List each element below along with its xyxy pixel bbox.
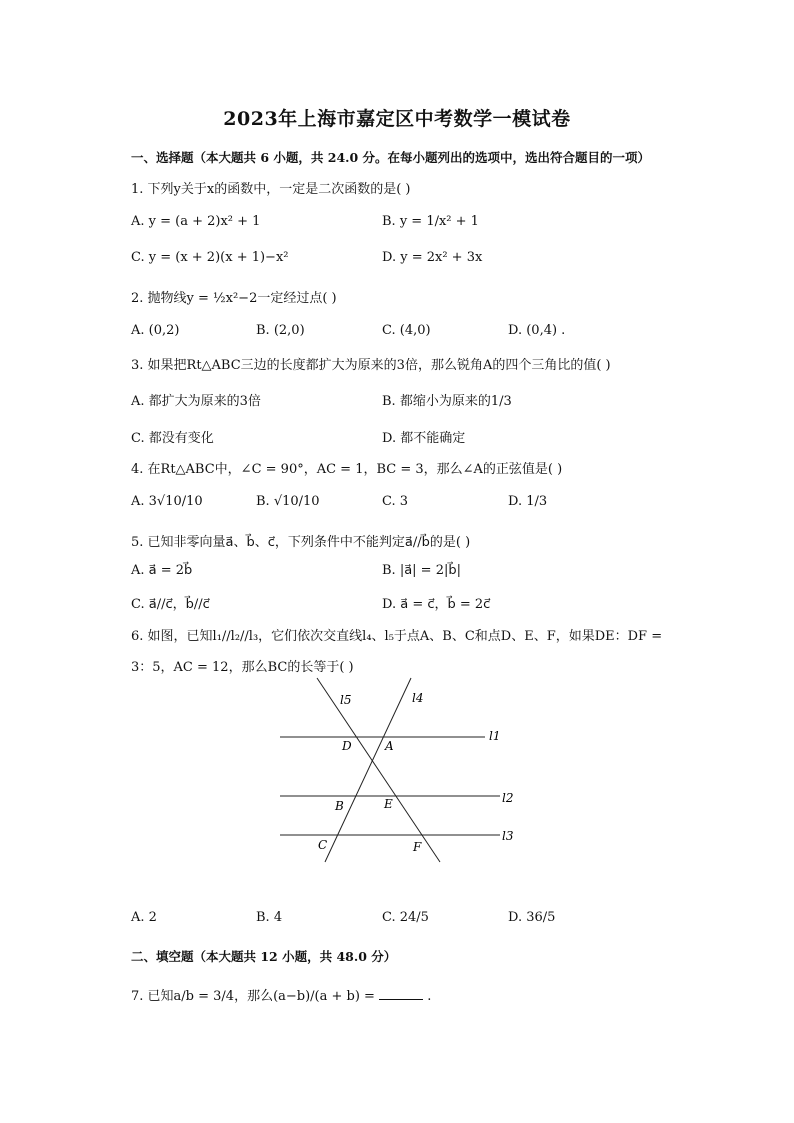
question-1-option-c: C. y = (x + 2)(x + 1)−x² [131, 250, 289, 265]
question-1-option-a: A. y = (a + 2)x² + 1 [131, 214, 261, 229]
question-5-stem: 5. 已知非零向量a⃗、b⃗、c⃗，下列条件中不能判定a⃗//b⃗的是( ) [131, 535, 471, 550]
line-l4 [325, 678, 411, 862]
question-6-option-c: C. 24/5 [382, 910, 429, 925]
parallel-lines-figure [280, 676, 514, 866]
label-l1: l1 [489, 729, 501, 743]
question-1-option-b: B. y = 1/x² + 1 [382, 214, 479, 229]
question-6-stem-line-1: 6. 如图，已知l₁//l₂//l₃，它们依次交直线l₄、l₅于点A、B、C和点D、E、F，如果DE：DF = [131, 629, 663, 644]
question-3-option-c: C. 都没有变化 [131, 431, 214, 446]
question-5-option-d: D. a⃗ = c⃗，b⃗ = 2c⃗ [382, 597, 491, 612]
label-l4: l4 [412, 691, 424, 705]
label-point-c: C [318, 838, 328, 852]
section-heading-fill-in: 二、填空题（本大题共 12 小题，共 48.0 分） [131, 949, 397, 964]
label-l3: l3 [502, 829, 514, 843]
label-point-a: A [385, 739, 394, 753]
question-3-option-b: B. 都缩小为原来的1/3 [382, 394, 512, 409]
line-l5 [317, 678, 440, 862]
question-3-stem: 3. 如果把Rt△ABC三边的长度都扩大为原来的3倍，那么锐角A的四个三角比的值( ) [131, 358, 611, 373]
question-1-option-d: D. y = 2x² + 3x [382, 250, 483, 265]
label-l2: l2 [502, 791, 514, 805]
question-6-stem-line-2: 3：5，AC = 12，那么BC的长等于( ) [131, 660, 354, 675]
question-6-option-a: A. 2 [131, 910, 157, 925]
question-1-stem: 1. 下列y关于x的函数中，一定是二次函数的是( ) [131, 182, 411, 197]
question-2-option-d: D. (0,4) . [508, 323, 566, 338]
parallel-lines-svg [280, 676, 514, 866]
label-point-f: F [413, 840, 422, 854]
label-point-d: D [342, 739, 352, 753]
question-4-option-d: D. 1/3 [508, 494, 548, 509]
question-6-option-d: D. 36/5 [508, 910, 556, 925]
label-point-b: B [335, 799, 344, 813]
question-4-option-b: B. √10/10 [256, 494, 320, 509]
page-title: 2023年上海市嘉定区中考数学一模试卷 [223, 108, 571, 130]
question-2-option-a: A. (0,2) [131, 323, 180, 338]
question-7 [131, 985, 431, 1004]
label-point-e: E [384, 797, 393, 811]
question-3-option-d: D. 都不能确定 [382, 431, 466, 446]
question-2-stem: 2. 抛物线y = ½x²−2一定经过点( ) [131, 291, 337, 306]
question-5-option-a: A. a⃗ = 2b⃗ [131, 563, 193, 578]
question-5-option-c: C. a⃗//c⃗，b⃗//c⃗ [131, 597, 210, 612]
label-l5: l5 [340, 693, 352, 707]
question-3-option-a: A. 都扩大为原来的3倍 [131, 394, 261, 409]
question-7-end: . [427, 989, 432, 1004]
question-2-option-b: B. (2,0) [256, 323, 305, 338]
question-6-option-b: B. 4 [256, 910, 283, 925]
question-2-option-c: C. (4,0) [382, 323, 431, 338]
question-4-option-c: C. 3 [382, 494, 409, 509]
question-4-option-a: A. 3√10/10 [131, 494, 203, 509]
question-4-stem: 4. 在Rt△ABC中，∠C = 90°，AC = 1，BC = 3，那么∠A的正弦值是( ) [131, 462, 563, 477]
question-7-stem: 7. 已知a/b = 3/4，那么(a−b)/(a + b) = [131, 989, 375, 1004]
question-5-option-b: B. |a⃗| = 2|b⃗| [382, 563, 461, 578]
section-heading-choice: 一、选择题（本大题共 6 小题，共 24.0 分。在每小题列出的选项中，选出符合题目的一项） [131, 150, 651, 165]
question-7-answer-blank[interactable] [379, 987, 423, 1000]
